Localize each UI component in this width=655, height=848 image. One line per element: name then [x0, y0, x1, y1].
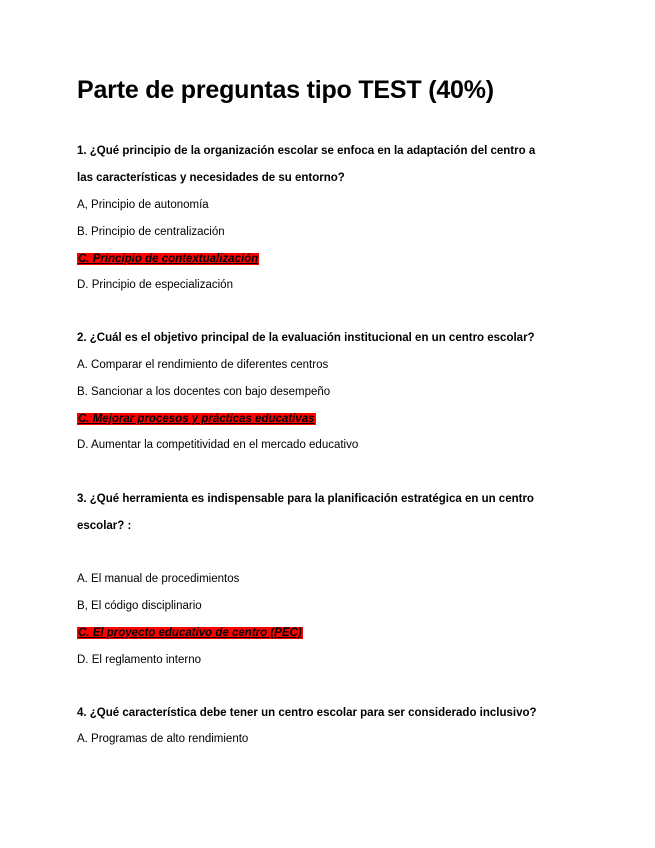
question-4-option-a: A. Programas de alto rendimiento [77, 733, 249, 745]
question-3-text-line-2: escolar? : [77, 520, 132, 532]
question-2-option-c-correct [77, 411, 316, 427]
question-1-text-line-1: 1. ¿Qué principio de la organización escolar se enfoca en la adaptación del centro a [77, 145, 536, 157]
question-1-option-b: B. Principio de centralización [77, 226, 225, 238]
correct-answer-highlight: C. Principio de contextualización [78, 253, 259, 265]
question-2-option-a: A. Comparar el rendimiento de diferentes centros [77, 359, 329, 371]
question-2-option-d: D. Aumentar la competitividad en el mercado educativo [77, 439, 359, 451]
correct-answer-highlight: C. El proyecto educativo de centro (PEC) [78, 627, 302, 639]
question-1-option-d: D. Principio de especialización [77, 279, 233, 291]
question-2-text-line-1: 2. ¿Cuál es el objetivo principal de la evaluación institucional en un centro escolar? [77, 332, 535, 344]
question-1-option-c-correct [77, 251, 259, 267]
question-1-text-line-2: las características y necesidades de su entorno? [77, 172, 345, 184]
question-2-option-b: B. Sancionar a los docentes con bajo desempeño [77, 386, 331, 398]
question-4-text-line-1: 4. ¿Qué característica debe tener un centro escolar para ser considerado inclusivo? [77, 707, 537, 719]
page-title: Parte de preguntas tipo TEST (40%) [77, 76, 494, 104]
correct-answer-highlight: C. Mejorar procesos y prácticas educativas [78, 413, 315, 425]
question-3-option-b: B, El código disciplinario [77, 600, 202, 612]
question-3-option-d: D. El reglamento interno [77, 654, 202, 666]
question-3-text-line-1: 3. ¿Qué herramienta es indispensable para la planificación estratégica en un centro [77, 493, 534, 505]
question-3-option-a: A. El manual de procedimientos [77, 573, 240, 585]
question-1-option-a: A, Principio de autonomía [77, 199, 209, 211]
question-3-option-c-correct [77, 625, 303, 641]
